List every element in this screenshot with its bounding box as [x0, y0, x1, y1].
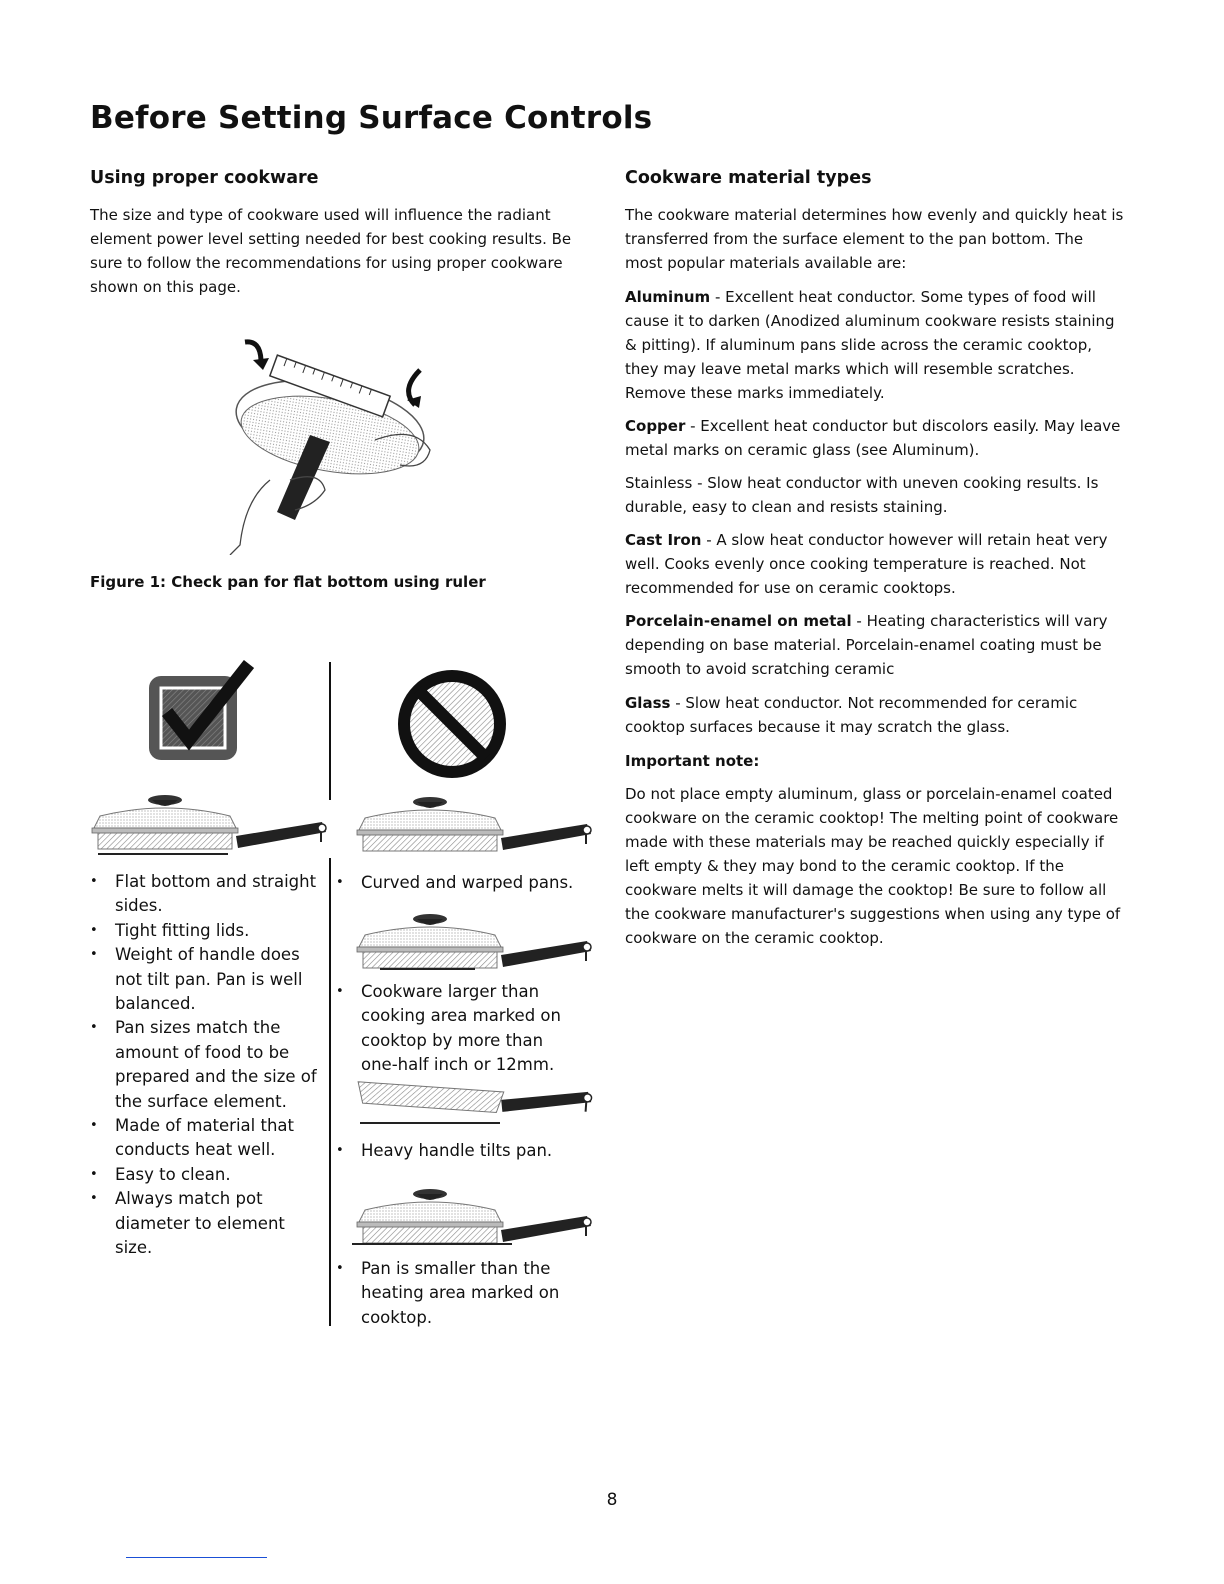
list-item: • Weight of handle does not tilt pan. Pan is well balanced. — [90, 943, 325, 1016]
page-title: Before Setting Surface Controls — [90, 100, 653, 136]
page-number: 8 — [606, 1490, 618, 1510]
ruler-check-illustration — [215, 330, 445, 555]
material-stainless: Stainless - Slow heat conductor with uneven cooking results. Is durable, easy to clean and resists staining. — [625, 474, 1099, 516]
good-cookware-list — [90, 870, 325, 1261]
column-divider-upper — [329, 662, 331, 800]
list-item: • Tight fitting lids. — [90, 919, 325, 943]
bad-item-heavy-handle — [336, 1139, 591, 1163]
tilted-pan-surface-line — [360, 1122, 500, 1124]
small-pan-illustration — [355, 1180, 600, 1260]
footer-rule — [126, 1557, 267, 1558]
bad-item-warped — [336, 871, 591, 895]
material-copper: Copper - Excellent heat conductor but discolors easily. May leave metal marks on ceramic glass (see Aluminum). — [625, 417, 1121, 459]
list-item: • Heavy handle tilts pan. — [336, 1139, 591, 1163]
list-item: • Cookware larger than cooking area marked on cooktop by more than one-half inch or 12mm. — [336, 980, 581, 1078]
list-item: • Easy to clean. — [90, 1163, 325, 1187]
important-note-text: Do not place empty aluminum, glass or porcelain-enamel coated cookware on the ceramic cooktop! The melting point of cookware made with these materials may be reached quickly especially if left empty & they may bond to the ceramic cooktop. If the cookware melts it will damage the cooktop! Be sure to follow all the cookware manufacturer's suggestions when using any type of cookware on the ceramic cooktop. — [625, 785, 1121, 947]
small-pan-surface-line — [352, 1243, 512, 1245]
list-item: • Pan is smaller than the heating area marked on cooktop. — [336, 1257, 581, 1330]
column-divider-lower — [329, 858, 331, 1326]
oversized-pan-illustration — [355, 905, 600, 985]
good-pan-surface-line — [98, 853, 228, 855]
material-glass: Glass - Slow heat conductor. Not recommended for ceramic cooktop surfaces because it may scratch the glass. — [625, 694, 1078, 736]
cookware-intro: The size and type of cookware used will influence the radiant element power level setting needed for best cooking results. Be sure to follow the recommendations for using proper cookware shown on this page. — [90, 206, 572, 296]
prohibited-icon — [396, 668, 508, 780]
using-proper-cookware-heading: Using proper cookware — [90, 168, 319, 188]
material-cast-iron: Cast Iron - A slow heat conductor however will retain heat very well. Cooks evenly once cooking temperature is reached. Not recommended for use on ceramic cooktops. — [625, 531, 1108, 597]
list-item: • Curved and warped pans. — [336, 871, 591, 895]
figure-caption: Figure 1: Check pan for flat bottom using ruler — [90, 573, 486, 591]
oversized-pan-surface-line — [380, 968, 475, 970]
cookware-material-heading: Cookware material types — [625, 168, 872, 188]
list-item: • Always match pot diameter to element size. — [90, 1187, 325, 1260]
list-item: • Made of material that conducts heat well. — [90, 1114, 325, 1163]
important-note-heading: Important note: — [625, 752, 760, 770]
material-porcelain: Porcelain-enamel on metal - Heating characteristics will vary depending on base material. Porcelain-enamel coating must be smooth to avoid scratching ceramic — [625, 612, 1108, 678]
list-item: • Pan sizes match the amount of food to be prepared and the size of the surface element. — [90, 1016, 325, 1114]
material-aluminum: Aluminum - Excellent heat conductor. Some types of food will cause it to darken (Anodized aluminum cookware resists staining & pitting). If aluminum pans slide across the ceramic cooktop, they may leave metal marks which will resemble scratches. Remove these marks immediately. — [625, 288, 1115, 402]
checkmark-icon — [145, 660, 255, 765]
warped-pan-illustration — [355, 788, 600, 868]
bad-item-smaller — [336, 1257, 581, 1330]
list-item: • Flat bottom and straight sides. — [90, 870, 325, 919]
bad-item-larger — [336, 980, 581, 1078]
material-intro: The cookware material determines how evenly and quickly heat is transferred from the surface element to the pan bottom. The most popular materials available are: — [625, 206, 1124, 272]
